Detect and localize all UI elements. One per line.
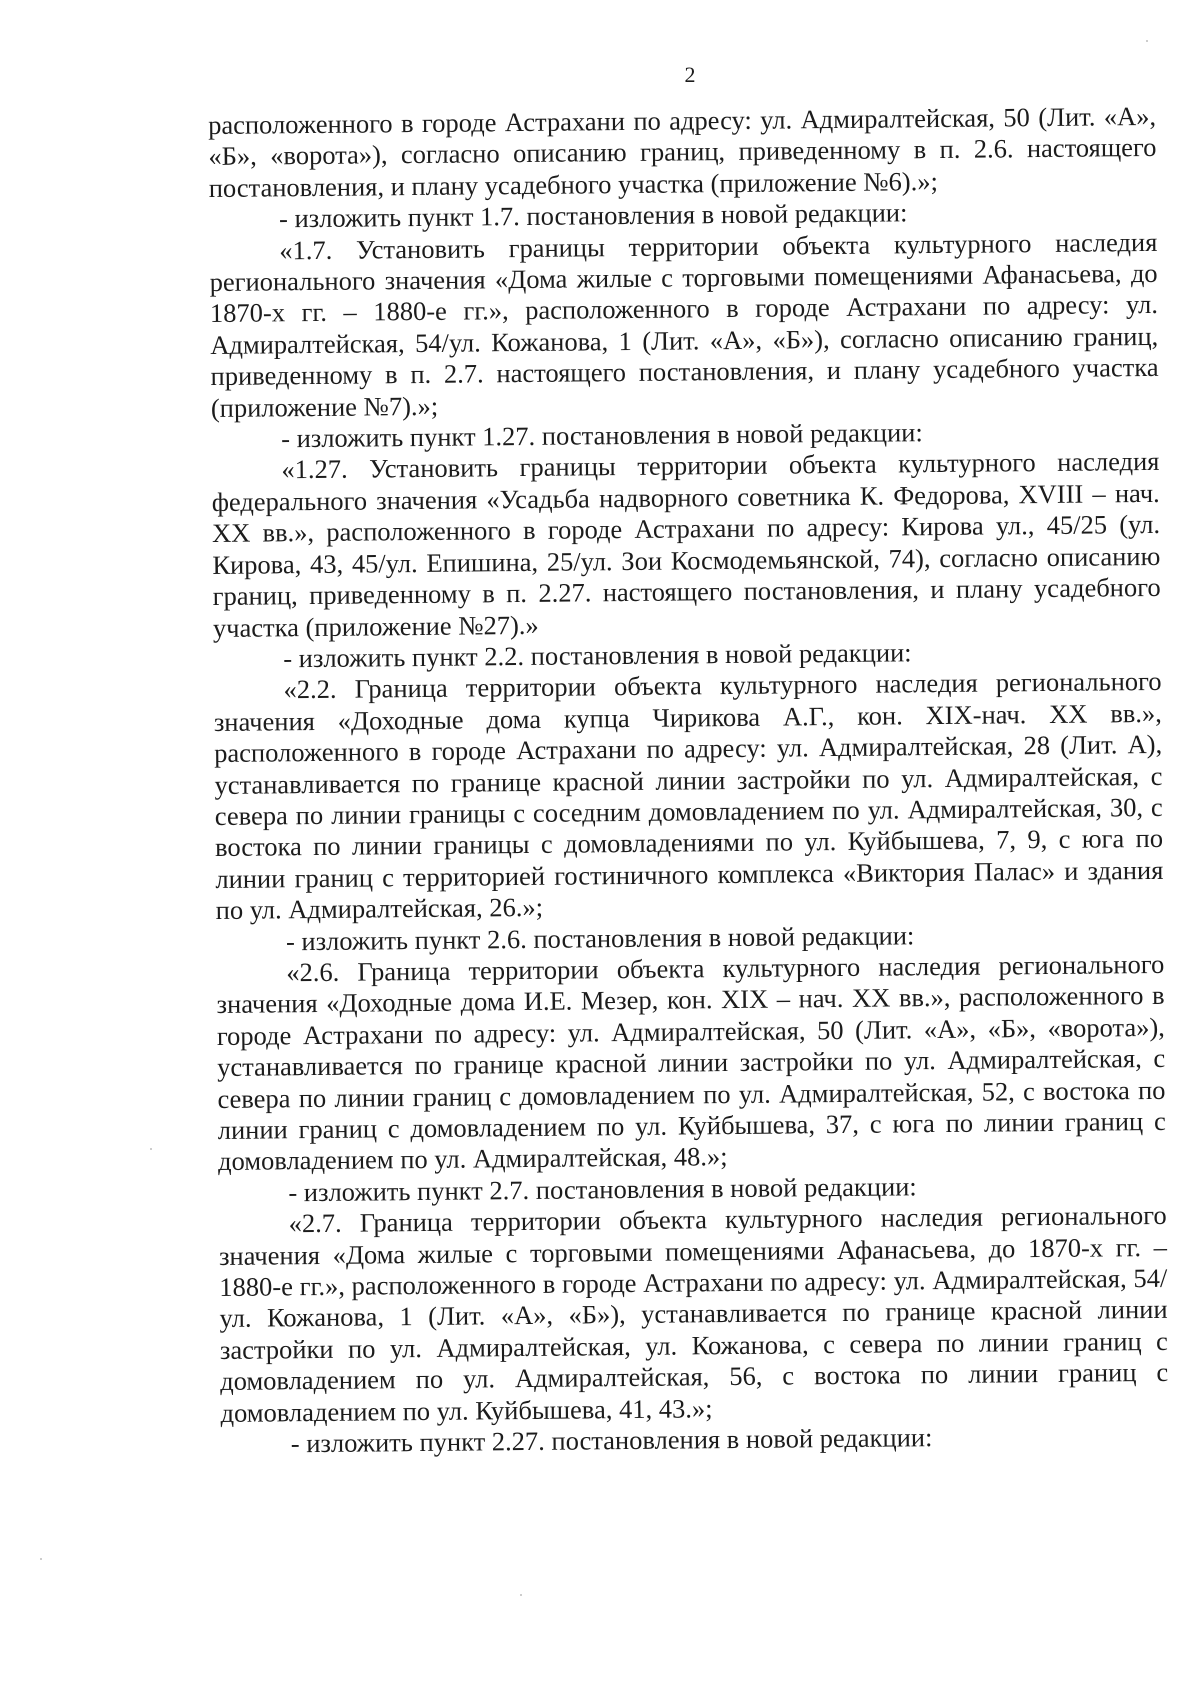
quoted-clause-1-7: «1.7. Установить границы территории объекта культурного наследия регионального значения «Дома жилые с торговыми помещениями Афанасьева, до 1870-х гг. – 1880-е гг.», расположенного в городе Астрахани по адресу: ул. Адмиралтейская, 54/ул. Кожанова, 1 (Лит. «А», «Б»), согласно описанию границ, приведенному в п. 2.7. настоящего постановления, и плану усадебного участка (приложение №7).»; — [209, 226, 1159, 423]
document-body — [208, 101, 1169, 1461]
instruction-paragraph: - изложить пункт 2.6. постановления в новой редакции: — [285, 919, 915, 956]
page-number: 2 — [684, 62, 696, 87]
continuation-paragraph: расположенного в городе Астрахани по адресу: ул. Адмиралтейская, 50 (Лит. «А», «Б», «ворота»), согласно описанию границ, приведенному в п. 2.6. настоящего постановления, и плану усадебного участка (приложение №6).»; — [208, 100, 1157, 203]
quoted-clause-2-2: «2.2. Граница территории объекта культурного наследия регионального значения «Доходные дома купца Чирикова А.Г., кон. XIX-нач. XX вв.», расположенного в городе Астрахани по адресу: ул. Адмиралтейская, 28 (Лит. А), устанавливается по границе красной линии застройки по ул. Адмиралтейская, с севера по линии границы с соседним домовладением по ул. Адмиралтейская, 30, с востока по линии границы с домовладениями по ул. Куйбышева, 7, 9, с юга по линии границ с территорией гостиничного комплекса «Виктория Палас» и здания по ул. Адмиралтейская, 26.»; — [213, 666, 1164, 926]
scan-speck — [40, 1558, 42, 1560]
quoted-clause-2-7: «2.7. Граница территории объекта культурного наследия регионального значения «Дома жилые с торговыми помещениями Афанасьева, до 1870-х гг. – 1880-е гг.», расположенного в городе Астрахани по адресу: ул. Адмиралтейская, 54/ул. Кожанова, 1 (Лит. «А», «Б»), устанавливается по границе красной линии застройки по ул. Адмиралтейская, ул. Кожанова, с севера по линии границ с домовладением по ул. Адмиралтейская, 56, с востока по линии границ с домовладением по ул. Куйбышева, 41, 43.»; — [218, 1200, 1169, 1428]
quoted-clause-2-6: «2.6. Граница территории объекта культурного наследия регионального значения «Доходные дома И.Е. Мезер, кон. XIX – нач. XX вв.», расположенного в городе Астрахани по адресу: ул. Адмиралтейская, 50 (Лит. «А», «Б», «ворота»), устанавливается по границе красной линии застройки по ул. Адмиралтейская, с севера по линии границ с домовладением по ул. Адмиралтейская, 52, с востока по линии границ с домовладением по ул. Куйбышева, 37, с юга по линии границ с домовладением по ул. Адмиралтейская, 48.»; — [216, 948, 1166, 1177]
quoted-clause-1-27: «1.27. Установить границы территории объекта культурного наследия федерального значения «Усадьба надворного советника К. Федорова, XVIII – нач. XX вв.», расположенного в городе Астрахани по адресу: Кирова ул., 45/25 (ул. Кирова, 43, 45/ул. Епишина, 25/ул. Зои Космодемьянской, 74), согласно описанию границ, приведенному в п. 2.27. настоящего постановления, и плану усадебного участка (приложение №27).» — [211, 446, 1161, 643]
scan-speck — [520, 1594, 522, 1596]
instruction-paragraph: - изложить пункт 2.7. постановления в новой редакции: — [288, 1171, 917, 1208]
instruction-paragraph: - изложить пункт 2.27. постановления в новой редакции: — [290, 1422, 933, 1459]
scan-speck — [1146, 40, 1148, 42]
instruction-paragraph: - изложить пункт 2.2. постановления в новой редакции: — [283, 637, 912, 674]
instruction-paragraph: - изложить пункт 1.7. постановления в новой редакции: — [278, 197, 908, 234]
scan-speck — [150, 1148, 152, 1150]
instruction-paragraph: - изложить пункт 1.27. постановления в новой редакции: — [281, 417, 923, 454]
